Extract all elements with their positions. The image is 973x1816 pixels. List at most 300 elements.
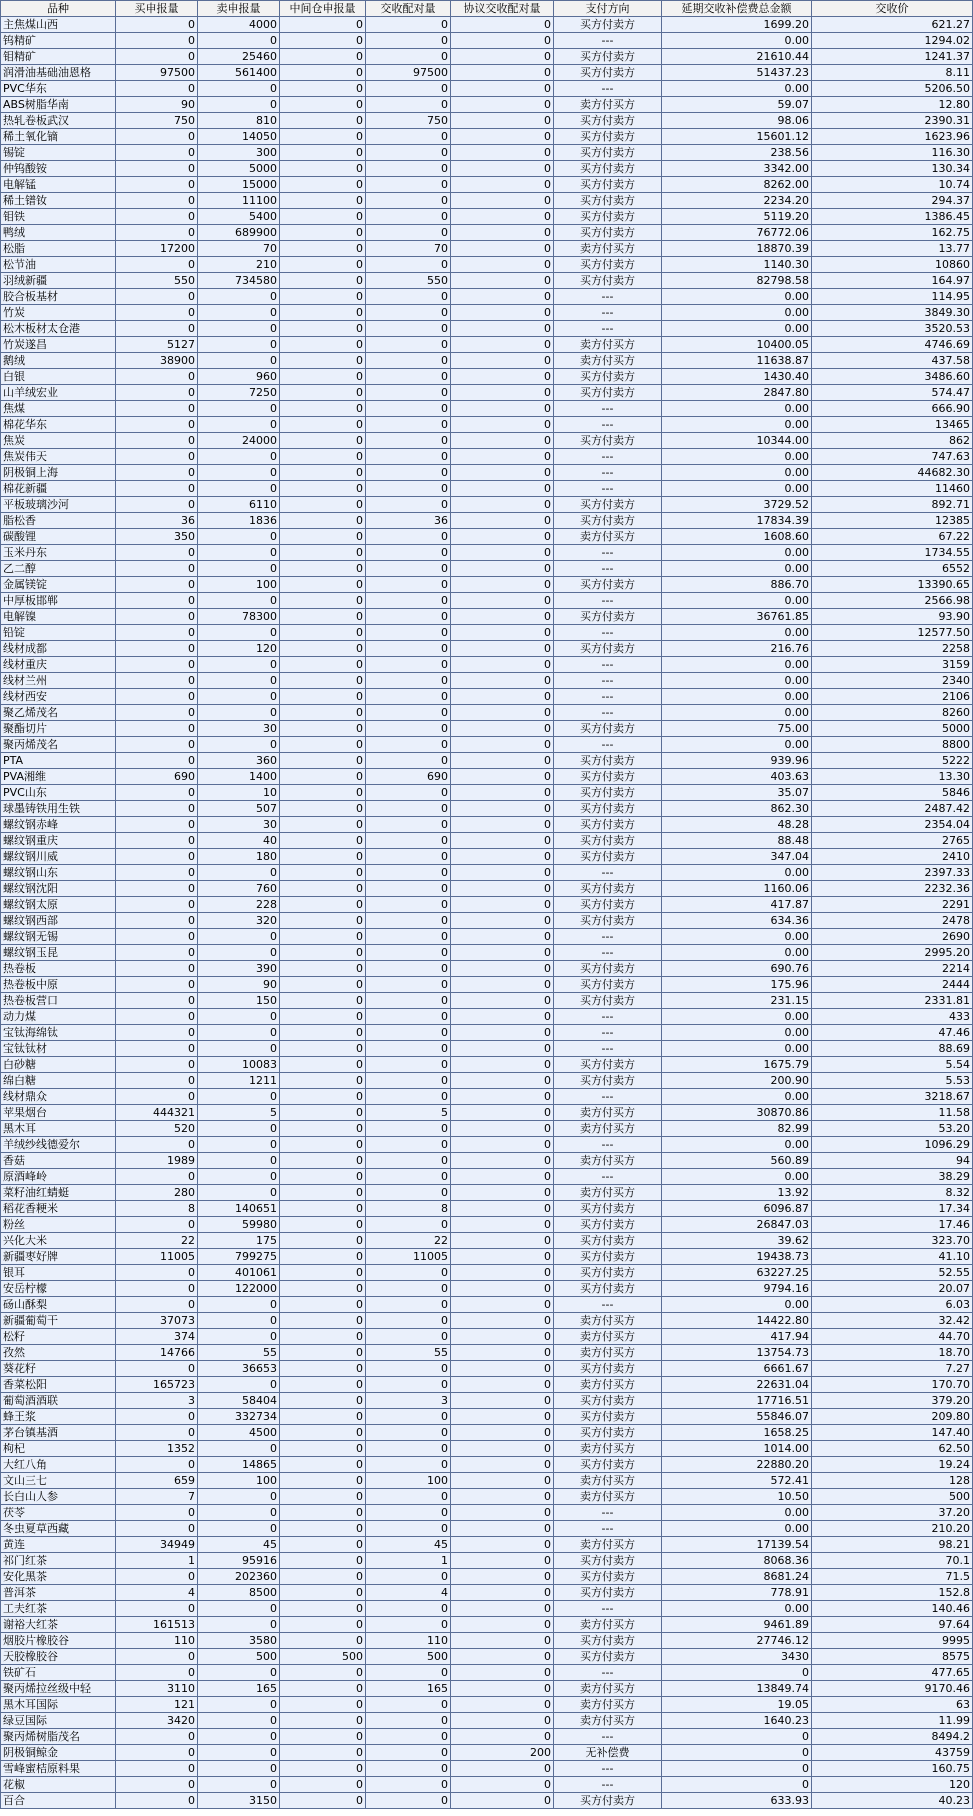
agreement-matched-cell: 0 (451, 1201, 554, 1217)
sell-declared-cell: 4500 (198, 1425, 280, 1441)
payment-direction-cell: 买方付卖方 (554, 833, 662, 849)
agreement-matched-cell: 0 (451, 1025, 554, 1041)
buy-declared-cell: 0 (116, 833, 198, 849)
delivery-price-cell: 8800 (812, 737, 973, 753)
product-cell: 孜然 (1, 1345, 116, 1361)
matched-cell: 0 (366, 1489, 451, 1505)
delivery-price-cell: 47.46 (812, 1025, 973, 1041)
product-cell: 聚丙烯茂名 (1, 737, 116, 753)
intermediate-declared-cell: 0 (280, 1025, 366, 1041)
buy-declared-cell: 0 (116, 129, 198, 145)
product-cell: 润滑油基础油恩格 (1, 65, 116, 81)
matched-cell: 0 (366, 1073, 451, 1089)
agreement-matched-cell: 0 (451, 801, 554, 817)
payment-direction-cell: 无补偿费 (554, 1745, 662, 1761)
sell-declared-cell: 122000 (198, 1281, 280, 1297)
product-cell: 中厚板邯郸 (1, 593, 116, 609)
col-header-sell-declared: 卖申报量 (198, 1, 280, 17)
matched-cell: 0 (366, 1505, 451, 1521)
sell-declared-cell: 45 (198, 1537, 280, 1553)
compensation-amount-cell: 2847.80 (662, 385, 812, 401)
compensation-amount-cell: 19438.73 (662, 1249, 812, 1265)
compensation-amount-cell: 0.00 (662, 1521, 812, 1537)
compensation-amount-cell: 0.00 (662, 1505, 812, 1521)
table-row (1, 113, 973, 129)
compensation-amount-cell: 0.00 (662, 625, 812, 641)
sell-declared-cell: 0 (198, 529, 280, 545)
intermediate-declared-cell: 0 (280, 1121, 366, 1137)
compensation-amount-cell: 48.28 (662, 817, 812, 833)
agreement-matched-cell: 0 (451, 65, 554, 81)
payment-direction-cell: 买方付卖方 (554, 433, 662, 449)
compensation-amount-cell: 1608.60 (662, 529, 812, 545)
agreement-matched-cell: 0 (451, 1313, 554, 1329)
matched-cell: 0 (366, 385, 451, 401)
product-cell: 焦炭伟天 (1, 449, 116, 465)
intermediate-declared-cell: 0 (280, 1617, 366, 1633)
compensation-amount-cell: 0 (662, 1777, 812, 1793)
table-row (1, 1777, 973, 1793)
table-row (1, 49, 973, 65)
payment-direction-cell: 卖方付买方 (554, 1441, 662, 1457)
intermediate-declared-cell: 0 (280, 385, 366, 401)
intermediate-declared-cell: 0 (280, 337, 366, 353)
product-cell: 竹炭遂昌 (1, 337, 116, 353)
buy-declared-cell: 0 (116, 1569, 198, 1585)
intermediate-declared-cell: 0 (280, 1761, 366, 1777)
col-header-buy-declared: 买申报量 (116, 1, 198, 17)
intermediate-declared-cell: 0 (280, 1057, 366, 1073)
buy-declared-cell: 0 (116, 1745, 198, 1761)
agreement-matched-cell: 0 (451, 753, 554, 769)
buy-declared-cell: 374 (116, 1329, 198, 1345)
agreement-matched-cell: 0 (451, 289, 554, 305)
delivery-price-cell: 2331.81 (812, 993, 973, 1009)
agreement-matched-cell: 0 (451, 1665, 554, 1681)
product-cell: 鸭绒 (1, 225, 116, 241)
delivery-price-cell: 10860 (812, 257, 973, 273)
delivery-price-cell: 162.75 (812, 225, 973, 241)
table-row (1, 1553, 973, 1569)
intermediate-declared-cell: 0 (280, 1441, 366, 1457)
payment-direction-cell: 买方付卖方 (554, 1633, 662, 1649)
matched-cell: 100 (366, 1473, 451, 1489)
agreement-matched-cell: 0 (451, 273, 554, 289)
agreement-matched-cell: 0 (451, 865, 554, 881)
matched-cell: 0 (366, 97, 451, 113)
delivery-price-cell: 747.63 (812, 449, 973, 465)
compensation-amount-cell: 886.70 (662, 577, 812, 593)
intermediate-declared-cell: 0 (280, 1217, 366, 1233)
agreement-matched-cell: 0 (451, 593, 554, 609)
buy-declared-cell: 0 (116, 721, 198, 737)
intermediate-declared-cell: 0 (280, 577, 366, 593)
payment-direction-cell: --- (554, 929, 662, 945)
sell-declared-cell: 0 (198, 305, 280, 321)
table-row (1, 1729, 973, 1745)
matched-cell: 0 (366, 945, 451, 961)
compensation-amount-cell: 417.87 (662, 897, 812, 913)
table-row (1, 17, 973, 33)
matched-cell: 3 (366, 1393, 451, 1409)
table-row (1, 1297, 973, 1313)
payment-direction-cell: 买方付卖方 (554, 1553, 662, 1569)
product-cell: 乙二醇 (1, 561, 116, 577)
intermediate-declared-cell: 0 (280, 1729, 366, 1745)
sell-declared-cell: 11100 (198, 193, 280, 209)
intermediate-declared-cell: 0 (280, 177, 366, 193)
agreement-matched-cell: 0 (451, 49, 554, 65)
intermediate-declared-cell: 0 (280, 1601, 366, 1617)
buy-declared-cell: 0 (116, 1601, 198, 1617)
buy-declared-cell: 22 (116, 1233, 198, 1249)
product-cell: 螺纹钢西部 (1, 913, 116, 929)
sell-declared-cell: 6110 (198, 497, 280, 513)
payment-direction-cell: 卖方付买方 (554, 1681, 662, 1697)
intermediate-declared-cell: 0 (280, 273, 366, 289)
intermediate-declared-cell: 0 (280, 1265, 366, 1281)
delivery-price-cell: 862 (812, 433, 973, 449)
buy-declared-cell: 0 (116, 609, 198, 625)
compensation-amount-cell: 1675.79 (662, 1057, 812, 1073)
buy-declared-cell: 0 (116, 1009, 198, 1025)
product-cell: 文山三七 (1, 1473, 116, 1489)
product-cell: 聚乙烯茂名 (1, 705, 116, 721)
product-cell: 棉花华东 (1, 417, 116, 433)
table-row (1, 817, 973, 833)
sell-declared-cell: 4000 (198, 17, 280, 33)
buy-declared-cell: 0 (116, 945, 198, 961)
intermediate-declared-cell: 0 (280, 1041, 366, 1057)
buy-declared-cell: 5127 (116, 337, 198, 353)
agreement-matched-cell: 0 (451, 1281, 554, 1297)
sell-declared-cell: 0 (198, 1025, 280, 1041)
table-row (1, 833, 973, 849)
compensation-amount-cell: 417.94 (662, 1329, 812, 1345)
product-cell: ABS树脂华南 (1, 97, 116, 113)
delivery-price-cell: 147.40 (812, 1425, 973, 1441)
sell-declared-cell: 0 (198, 321, 280, 337)
sell-declared-cell: 40 (198, 833, 280, 849)
intermediate-declared-cell: 0 (280, 1137, 366, 1153)
buy-declared-cell: 0 (116, 737, 198, 753)
agreement-matched-cell: 0 (451, 113, 554, 129)
delivery-price-cell: 209.80 (812, 1409, 973, 1425)
intermediate-declared-cell: 0 (280, 1345, 366, 1361)
matched-cell: 0 (366, 177, 451, 193)
intermediate-declared-cell: 0 (280, 657, 366, 673)
matched-cell: 0 (366, 193, 451, 209)
buy-declared-cell: 3110 (116, 1681, 198, 1697)
payment-direction-cell: 买方付卖方 (554, 1249, 662, 1265)
delivery-price-cell: 666.90 (812, 401, 973, 417)
table-row (1, 305, 973, 321)
product-cell: PVC山东 (1, 785, 116, 801)
matched-cell: 0 (366, 369, 451, 385)
compensation-amount-cell: 9794.16 (662, 1281, 812, 1297)
buy-declared-cell: 36 (116, 513, 198, 529)
intermediate-declared-cell: 0 (280, 145, 366, 161)
intermediate-declared-cell: 0 (280, 561, 366, 577)
matched-cell: 70 (366, 241, 451, 257)
payment-direction-cell: 买方付卖方 (554, 961, 662, 977)
sell-declared-cell: 36653 (198, 1361, 280, 1377)
buy-declared-cell: 165723 (116, 1377, 198, 1393)
intermediate-declared-cell: 0 (280, 1537, 366, 1553)
payment-direction-cell: 买方付卖方 (554, 721, 662, 737)
compensation-amount-cell: 17716.51 (662, 1393, 812, 1409)
agreement-matched-cell: 0 (451, 881, 554, 897)
matched-cell: 0 (366, 593, 451, 609)
product-cell: 线材西安 (1, 689, 116, 705)
table-row (1, 529, 973, 545)
table-row (1, 81, 973, 97)
payment-direction-cell: 买方付卖方 (554, 129, 662, 145)
payment-direction-cell: --- (554, 417, 662, 433)
compensation-amount-cell: 0.00 (662, 481, 812, 497)
compensation-amount-cell: 1658.25 (662, 1425, 812, 1441)
sell-declared-cell: 0 (198, 929, 280, 945)
payment-direction-cell: 买方付卖方 (554, 385, 662, 401)
intermediate-declared-cell: 0 (280, 1201, 366, 1217)
agreement-matched-cell: 0 (451, 769, 554, 785)
compensation-amount-cell: 6661.67 (662, 1361, 812, 1377)
buy-declared-cell: 90 (116, 97, 198, 113)
buy-declared-cell: 3420 (116, 1713, 198, 1729)
product-cell: PVA湘维 (1, 769, 116, 785)
intermediate-declared-cell: 0 (280, 1521, 366, 1537)
intermediate-declared-cell: 0 (280, 817, 366, 833)
matched-cell: 36 (366, 513, 451, 529)
compensation-amount-cell: 1140.30 (662, 257, 812, 273)
intermediate-declared-cell: 0 (280, 1505, 366, 1521)
sell-declared-cell: 0 (198, 1729, 280, 1745)
agreement-matched-cell: 0 (451, 833, 554, 849)
matched-cell: 0 (366, 625, 451, 641)
table-row (1, 1489, 973, 1505)
agreement-matched-cell: 0 (451, 625, 554, 641)
matched-cell: 0 (366, 1313, 451, 1329)
compensation-amount-cell: 22631.04 (662, 1377, 812, 1393)
buy-declared-cell: 0 (116, 209, 198, 225)
delivery-price-cell: 114.95 (812, 289, 973, 305)
agreement-matched-cell: 0 (451, 1425, 554, 1441)
table-row (1, 673, 973, 689)
table-row (1, 1201, 973, 1217)
product-cell: 山羊绒宏业 (1, 385, 116, 401)
matched-cell: 1 (366, 1553, 451, 1569)
delivery-price-cell: 5222 (812, 753, 973, 769)
table-row (1, 1681, 973, 1697)
product-cell: 稻花香粳米 (1, 1201, 116, 1217)
product-cell: 锡锭 (1, 145, 116, 161)
delivery-price-cell: 1294.02 (812, 33, 973, 49)
intermediate-declared-cell: 0 (280, 369, 366, 385)
matched-cell: 55 (366, 1345, 451, 1361)
agreement-matched-cell: 0 (451, 1073, 554, 1089)
table-row (1, 1473, 973, 1489)
compensation-amount-cell: 0.00 (662, 1169, 812, 1185)
delivery-price-cell: 2232.36 (812, 881, 973, 897)
agreement-matched-cell: 0 (451, 1377, 554, 1393)
intermediate-declared-cell: 0 (280, 1249, 366, 1265)
agreement-matched-cell: 0 (451, 785, 554, 801)
payment-direction-cell: 买方付卖方 (554, 177, 662, 193)
payment-direction-cell: 买方付卖方 (554, 273, 662, 289)
delivery-price-cell: 8494.2 (812, 1729, 973, 1745)
payment-direction-cell: 卖方付买方 (554, 1537, 662, 1553)
product-cell: 菜籽油红蜻蜓 (1, 1185, 116, 1201)
product-cell: 平板玻璃沙河 (1, 497, 116, 513)
agreement-matched-cell: 0 (451, 673, 554, 689)
intermediate-declared-cell: 0 (280, 305, 366, 321)
delivery-price-cell: 164.97 (812, 273, 973, 289)
matched-cell: 0 (366, 481, 451, 497)
compensation-amount-cell: 30870.86 (662, 1105, 812, 1121)
agreement-matched-cell: 0 (451, 897, 554, 913)
product-cell: 钨精矿 (1, 33, 116, 49)
compensation-amount-cell: 0 (662, 1745, 812, 1761)
buy-declared-cell: 0 (116, 321, 198, 337)
sell-declared-cell: 0 (198, 1665, 280, 1681)
intermediate-declared-cell: 500 (280, 1649, 366, 1665)
buy-declared-cell: 0 (116, 401, 198, 417)
agreement-matched-cell: 0 (451, 993, 554, 1009)
payment-direction-cell: 买方付卖方 (554, 1649, 662, 1665)
sell-declared-cell: 202360 (198, 1569, 280, 1585)
buy-declared-cell: 0 (116, 1057, 198, 1073)
table-row (1, 225, 973, 241)
table-row (1, 1665, 973, 1681)
col-header-intermediate-declared: 中间仓申报量 (280, 1, 366, 17)
delivery-price-cell: 9995 (812, 1633, 973, 1649)
intermediate-declared-cell: 0 (280, 1361, 366, 1377)
intermediate-declared-cell: 0 (280, 753, 366, 769)
sell-declared-cell: 14050 (198, 129, 280, 145)
payment-direction-cell: --- (554, 1601, 662, 1617)
agreement-matched-cell: 0 (451, 1777, 554, 1793)
table-body (1, 17, 973, 1809)
compensation-amount-cell: 0.00 (662, 1137, 812, 1153)
delivery-price-cell: 5000 (812, 721, 973, 737)
table-row (1, 1217, 973, 1233)
compensation-amount-cell: 6096.87 (662, 1201, 812, 1217)
sell-declared-cell: 0 (198, 1505, 280, 1521)
compensation-amount-cell: 5119.20 (662, 209, 812, 225)
matched-cell: 0 (366, 1713, 451, 1729)
product-cell: 天胶橡胶谷 (1, 1649, 116, 1665)
table-row (1, 1121, 973, 1137)
table-row (1, 1361, 973, 1377)
delivery-price-cell: 1734.55 (812, 545, 973, 561)
sell-declared-cell: 59980 (198, 1217, 280, 1233)
compensation-amount-cell: 8681.24 (662, 1569, 812, 1585)
agreement-matched-cell: 0 (451, 353, 554, 369)
matched-cell: 0 (366, 1441, 451, 1457)
payment-direction-cell: --- (554, 545, 662, 561)
delivery-price-cell: 17.46 (812, 1217, 973, 1233)
product-cell: 钼铁 (1, 209, 116, 225)
buy-declared-cell: 0 (116, 81, 198, 97)
payment-direction-cell: 买方付卖方 (554, 1361, 662, 1377)
sell-declared-cell: 0 (198, 1441, 280, 1457)
delivery-price-cell: 8575 (812, 1649, 973, 1665)
intermediate-declared-cell: 0 (280, 401, 366, 417)
sell-declared-cell: 0 (198, 1185, 280, 1201)
table-row (1, 273, 973, 289)
delivery-price-cell: 1096.29 (812, 1137, 973, 1153)
matched-cell: 0 (366, 1329, 451, 1345)
payment-direction-cell: --- (554, 737, 662, 753)
payment-direction-cell: 买方付卖方 (554, 161, 662, 177)
intermediate-declared-cell: 0 (280, 1457, 366, 1473)
agreement-matched-cell: 0 (451, 1473, 554, 1489)
sell-declared-cell: 150 (198, 993, 280, 1009)
table-row (1, 257, 973, 273)
delivery-price-cell: 2214 (812, 961, 973, 977)
buy-declared-cell: 161513 (116, 1617, 198, 1633)
compensation-amount-cell: 3342.00 (662, 161, 812, 177)
payment-direction-cell: --- (554, 657, 662, 673)
payment-direction-cell: 卖方付买方 (554, 97, 662, 113)
table-row (1, 1505, 973, 1521)
table-row (1, 353, 973, 369)
payment-direction-cell: --- (554, 1729, 662, 1745)
buy-declared-cell: 0 (116, 289, 198, 305)
agreement-matched-cell: 0 (451, 561, 554, 577)
table-row (1, 593, 973, 609)
matched-cell: 0 (366, 689, 451, 705)
payment-direction-cell: 买方付卖方 (554, 369, 662, 385)
sell-declared-cell: 734580 (198, 273, 280, 289)
intermediate-declared-cell: 0 (280, 1713, 366, 1729)
sell-declared-cell: 0 (198, 1617, 280, 1633)
compensation-amount-cell: 778.91 (662, 1585, 812, 1601)
delivery-price-cell: 70.1 (812, 1553, 973, 1569)
matched-cell: 0 (366, 1665, 451, 1681)
buy-declared-cell: 0 (116, 753, 198, 769)
matched-cell: 0 (366, 721, 451, 737)
payment-direction-cell: 买方付卖方 (554, 209, 662, 225)
product-cell: 线材成都 (1, 641, 116, 657)
payment-direction-cell: 买方付卖方 (554, 497, 662, 513)
matched-cell: 0 (366, 449, 451, 465)
compensation-amount-cell: 0 (662, 1665, 812, 1681)
payment-direction-cell: --- (554, 1777, 662, 1793)
intermediate-declared-cell: 0 (280, 945, 366, 961)
product-cell: 长白山人参 (1, 1489, 116, 1505)
product-cell: 电解锰 (1, 177, 116, 193)
intermediate-declared-cell: 0 (280, 97, 366, 113)
intermediate-declared-cell: 0 (280, 641, 366, 657)
table-row (1, 1393, 973, 1409)
table-row (1, 1281, 973, 1297)
matched-cell: 550 (366, 273, 451, 289)
sell-declared-cell: 15000 (198, 177, 280, 193)
agreement-matched-cell: 0 (451, 1393, 554, 1409)
compensation-amount-cell: 1699.20 (662, 17, 812, 33)
delivery-price-cell: 8.32 (812, 1185, 973, 1201)
intermediate-declared-cell: 0 (280, 1393, 366, 1409)
intermediate-declared-cell: 0 (280, 161, 366, 177)
compensation-amount-cell: 3430 (662, 1649, 812, 1665)
sell-declared-cell: 0 (198, 33, 280, 49)
buy-declared-cell: 1 (116, 1553, 198, 1569)
buy-declared-cell: 0 (116, 1361, 198, 1377)
matched-cell: 0 (366, 33, 451, 49)
product-cell: 祁门红茶 (1, 1553, 116, 1569)
buy-declared-cell: 0 (116, 897, 198, 913)
